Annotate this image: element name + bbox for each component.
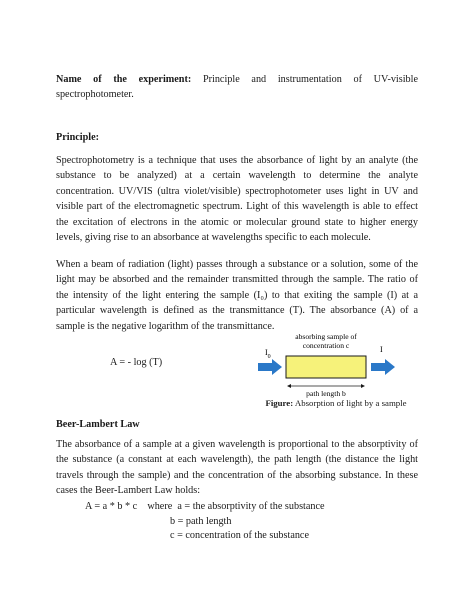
experiment-title bbox=[56, 72, 418, 103]
absorbance-equation: A = - log (T) bbox=[110, 357, 163, 368]
title-label: Name of the experiment: bbox=[56, 74, 192, 85]
principle-paragraph-1: Spectrophotometry is a technique that uses the absorbance of light by an analyte (the substance to be analyzed) at a certain wavelength to determine the analyte concentration. UV/VIS (ultra violet/visible) spectrophotometer uses light in UV and visible part of the electromagnetic spectrum. Light of this wavelength is able to effect the excitation of electrons in the atomic or molecular ground state to higher energy levels, giving rise to an absorbance at wavelengths specific to each molecule. bbox=[56, 155, 418, 244]
caption-bold: Figure: bbox=[265, 398, 294, 408]
sample-label-line1: absorbing sample of bbox=[295, 332, 357, 341]
incident-label bbox=[265, 348, 271, 360]
equation-row bbox=[85, 500, 325, 515]
beer-lambert-paragraph: The absorbance of a sample at a given wavelength is proportional to the absorptivity of the substance (a constant at each wavelength), the path length (the distance the light travels through the sample) and the concentration of the absorbing substance. In these cases the Beer-Lambert Law holds: bbox=[56, 439, 418, 497]
absorption-figure bbox=[252, 332, 422, 402]
sample-label-line2: concentration c bbox=[302, 341, 350, 350]
title-text: Principle and instrumentation of UV-visible spectrophotometer. bbox=[56, 74, 419, 101]
beer-lambert-equation: A = a * b * c bbox=[85, 501, 138, 512]
principle-paragraph-2: When a beam of radiation (light) passes through a substance or a solution, some of the light may be absorbed and the remainder transmitted through the sample. The ratio of the intensity of the light entering the sample (I₀) to that exiting the sample (I) at a particular wavelength is defined as the transmittance (T). The absorbance (A) of a sample is the negative logarithm of the transmittance. bbox=[56, 259, 418, 332]
incident-label-subscript: 0 bbox=[267, 354, 271, 360]
sample-cuvette bbox=[286, 356, 366, 378]
definition-b: b = path length bbox=[170, 515, 232, 527]
beer-lambert-equation-block bbox=[85, 500, 325, 544]
path-length-label: path length b bbox=[306, 389, 346, 398]
incident-label-letter: I bbox=[265, 348, 268, 357]
transmitted-label: I bbox=[380, 345, 383, 354]
caption-text: Absorption of light by a sample bbox=[293, 398, 407, 408]
definition-c: c = concentration of the substance bbox=[170, 530, 309, 542]
where-label: where bbox=[147, 501, 173, 512]
definition-a: a = the absorptivity of the substance bbox=[177, 501, 325, 512]
transmitted-arrow bbox=[371, 359, 395, 375]
path-arrowhead-right bbox=[361, 384, 365, 388]
figure-caption bbox=[246, 398, 426, 408]
beer-lambert-heading: Beer-Lambert Law bbox=[56, 419, 140, 430]
principle-heading: Principle: bbox=[56, 132, 100, 143]
incident-arrow bbox=[258, 359, 282, 375]
path-arrowhead-left bbox=[287, 384, 291, 388]
